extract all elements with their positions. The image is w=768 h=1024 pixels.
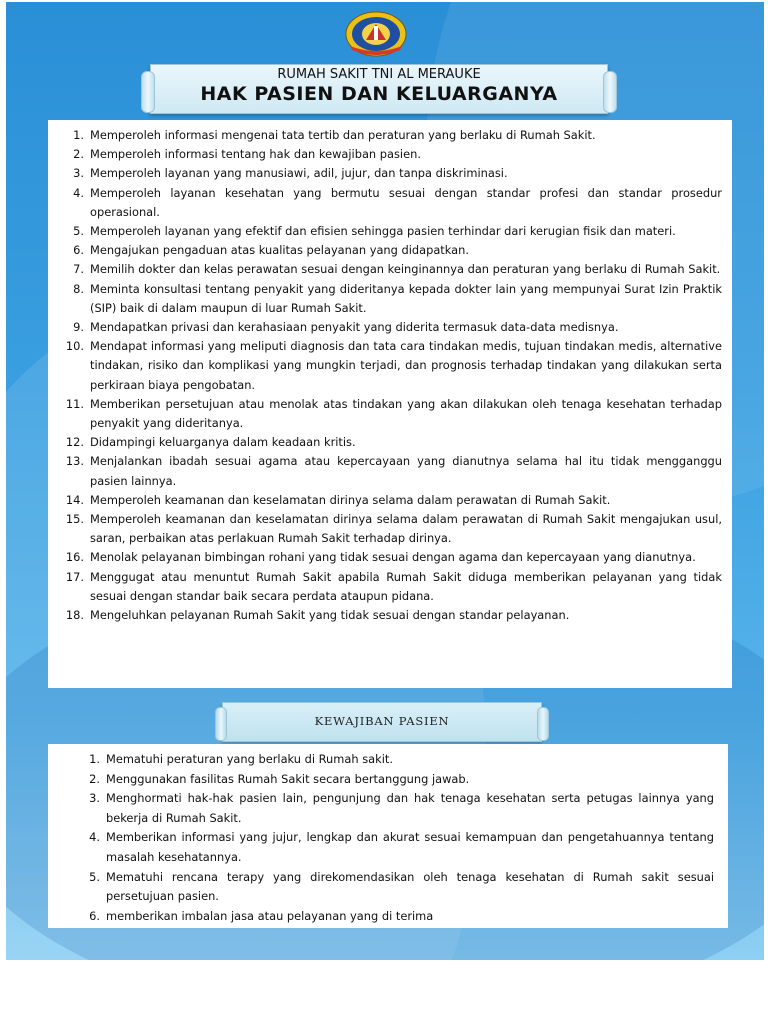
list-item-number: 9. xyxy=(73,320,84,335)
list-item xyxy=(80,750,714,770)
list-item xyxy=(58,606,722,625)
patient-duties-list xyxy=(80,750,714,926)
list-item-text: Memberikan informasi yang jujur, lengkap dan akurat sesuai kemampuan dan pengetahuannya tentang masalah kesehatannya. xyxy=(106,830,714,864)
list-item-number: 7. xyxy=(73,262,84,277)
list-item-number: 11. xyxy=(65,396,84,411)
list-item-text: Memperoleh keamanan dan keselamatan dirinya selama dalam perawatan di Rumah Sakit mengajukan usul, saran, perbaikan atas perlakuan Rumah Sakit terhadap dirinya. xyxy=(90,512,722,546)
list-item-number: 3. xyxy=(89,791,100,806)
patient-duties-panel xyxy=(48,744,728,928)
list-item-text: Memperoleh layanan kesehatan yang bermutu sesuai dengan standar profesi dan standar prosedur operasional. xyxy=(90,185,722,219)
header-banner xyxy=(150,64,608,114)
list-item-text: Memperoleh layanan yang efektif dan efisien sehingga pasien terhindar dari kerugian fisik dan materi. xyxy=(90,224,676,239)
list-item xyxy=(58,145,722,164)
list-item-number: 1. xyxy=(89,752,100,766)
list-item xyxy=(80,789,714,828)
list-item-number: 1. xyxy=(73,128,84,142)
list-item-number: 8. xyxy=(73,281,84,296)
list-item-text: Memperoleh keamanan dan keselamatan dirinya selama dalam perawatan di Rumah Sakit. xyxy=(90,492,611,507)
list-item-text: Memperoleh layanan yang manusiawi, adil, jujur, dan tanpa diskriminasi. xyxy=(90,166,508,181)
list-item-text: Menggugat atau menuntut Rumah Sakit apabila Rumah Sakit diduga memberikan pelayanan yang tidak sesuai dengan standar baik secara perdata ataupun pidana. xyxy=(90,569,722,603)
list-item xyxy=(58,126,722,145)
list-item-text: Mendapat informasi yang meliputi diagnosis dan tata cara tindakan medis, tujuan tindakan medis, alternative tindakan, risiko dan komplikasi yang mungkin terjadi, dan prognosis terhadap tindakan yang dilakukan serta perkiraan biaya pengobatan. xyxy=(90,339,722,392)
list-item xyxy=(58,260,722,279)
patient-rights-list xyxy=(58,126,722,625)
list-item-text: memberikan imbalan jasa atau pelayanan yang di terima xyxy=(106,908,434,923)
list-item-number: 5. xyxy=(89,869,100,884)
list-item-text: Meminta konsultasi tentang penyakit yang dideritanya kepada dokter lain yang mempunyai Surat Izin Praktik (SIP) baik di dalam maupun di luar Rumah Sakit. xyxy=(90,281,722,315)
list-item xyxy=(58,337,722,395)
list-item-text: Memberikan persetujuan atau menolak atas tindakan yang akan dilakukan oleh tenaga kesehatan terhadap penyakit yang dideritanya. xyxy=(90,396,722,431)
list-item-number: 17. xyxy=(65,569,84,584)
list-item-number: 10. xyxy=(65,339,84,354)
list-item xyxy=(58,395,722,433)
list-item-number: 4. xyxy=(89,830,100,845)
list-item xyxy=(80,868,714,907)
list-item-text: Memilih dokter dan kelas perawatan sesuai dengan keinginannya dan peraturan yang berlaku di Rumah Sakit. xyxy=(90,262,721,277)
list-item xyxy=(58,280,722,318)
list-item-text: Mematuhi peraturan yang berlaku di Rumah sakit. xyxy=(106,752,393,766)
list-item-number: 6. xyxy=(89,908,100,923)
list-item-number: 4. xyxy=(73,185,84,200)
list-item xyxy=(58,184,722,222)
list-item xyxy=(58,241,722,260)
list-item-number: 15. xyxy=(65,512,84,527)
list-item-text: Menggunakan fasilitas Rumah Sakit secara bertanggung jawab. xyxy=(106,771,470,786)
list-item-text: Mengajukan pengaduan atas kualitas pelayanan yang didapatkan. xyxy=(90,243,469,258)
list-item-number: 16. xyxy=(65,550,84,565)
list-item-text: Memperoleh informasi tentang hak dan kewajiban pasien. xyxy=(90,147,421,162)
list-item xyxy=(58,491,722,510)
list-item-number: 6. xyxy=(73,243,84,258)
list-item-text: Mematuhi rencana terapy yang direkomendasikan oleh tenaga kesehatan di Rumah sakit sesuai persetujuan pasien. xyxy=(106,869,714,904)
list-item-number: 18. xyxy=(65,608,84,623)
list-item-number: 3. xyxy=(73,166,84,181)
list-item-text: Mendapatkan privasi dan kerahasiaan penyakit yang diderita termasuk data-data medisnya. xyxy=(90,320,619,335)
list-item-number: 12. xyxy=(65,435,84,450)
list-item xyxy=(58,433,722,452)
duties-banner xyxy=(222,702,542,742)
list-item-number: 13. xyxy=(65,454,84,469)
list-item-number: 5. xyxy=(73,224,84,239)
list-item xyxy=(58,510,722,548)
list-item-number: 2. xyxy=(89,771,100,786)
list-item-text: Didampingi keluarganya dalam keadaan kritis. xyxy=(90,435,356,450)
list-item xyxy=(58,452,722,490)
list-item-text: Menjalankan ibadah sesuai agama atau kepercayaan yang dianutnya selama hal itu tidak mengganggu pasien lainnya. xyxy=(90,454,722,488)
list-item-number: 2. xyxy=(73,147,84,162)
hospital-name: RUMAH SAKIT TNI AL MERAUKE xyxy=(277,67,481,82)
list-item xyxy=(80,770,714,790)
list-item-text: Mengeluhkan pelayanan Rumah Sakit yang tidak sesuai dengan standar pelayanan. xyxy=(90,608,570,623)
list-item-number: 14. xyxy=(65,492,84,507)
list-item-text: Menghormati hak-hak pasien lain, pengunjung dan hak tenaga kesehatan serta petugas lainnya yang bekerja di Rumah Sakit. xyxy=(106,791,714,825)
list-item xyxy=(80,907,714,927)
navy-hospital-emblem-icon xyxy=(344,10,408,58)
patient-rights-panel xyxy=(48,120,732,688)
list-item xyxy=(80,828,714,867)
list-item xyxy=(58,164,722,183)
list-item xyxy=(58,548,722,567)
list-item xyxy=(58,222,722,241)
list-item-text: Memperoleh informasi mengenai tata tertib dan peraturan yang berlaku di Rumah Sakit. xyxy=(90,128,596,142)
duties-title: KEWAJIBAN PASIEN xyxy=(314,714,450,728)
list-item xyxy=(58,318,722,337)
list-item xyxy=(58,568,722,606)
list-item-text: Menolak pelayanan bimbingan rohani yang tidak sesuai dengan agama dan kepercayaan yang dianutnya. xyxy=(90,550,696,565)
page-title: HAK PASIEN DAN KELUARGANYA xyxy=(200,83,558,105)
